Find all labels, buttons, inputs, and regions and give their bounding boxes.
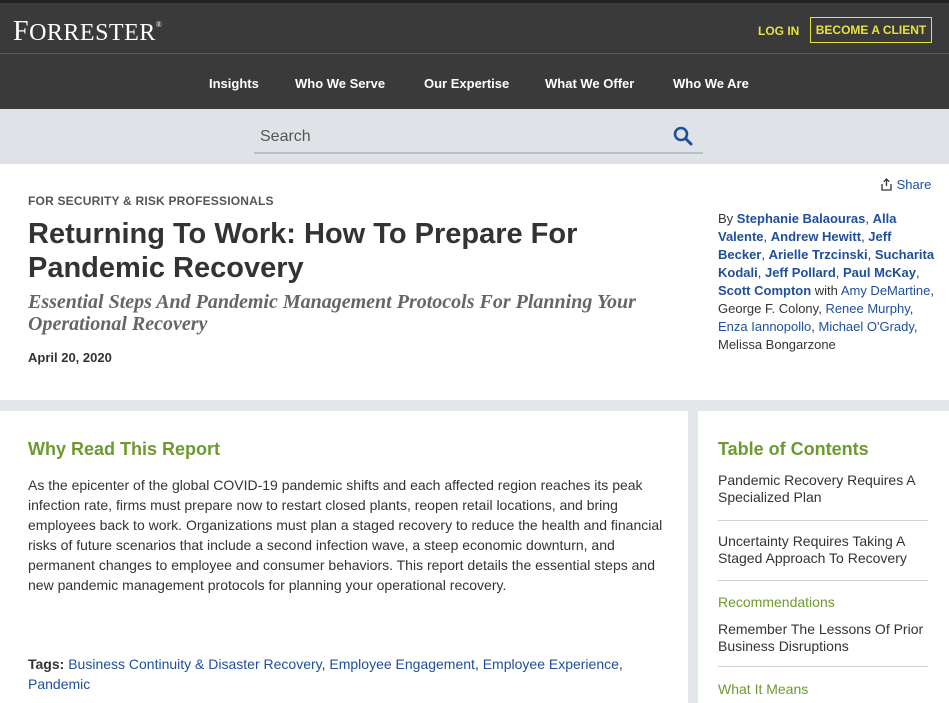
toc-item[interactable]: Uncertainty Requires Taking A Staged Approach To Recovery (718, 533, 907, 566)
main-nav (0, 53, 949, 109)
share-button[interactable] (880, 177, 931, 192)
toc-section-what-it-means[interactable]: What It Means (718, 681, 809, 697)
become-a-client-button[interactable]: BECOME A CLIENT (810, 17, 932, 43)
search-placeholder: Search (260, 128, 311, 145)
tag-list: Tags: Business Continuity & Disaster Recovery, Employee Engagement, Employee Experience, Pandemic (28, 656, 623, 692)
author-link[interactable]: Andrew Hewitt (770, 229, 862, 244)
toc-item[interactable]: Remember The Lessons Of Prior Business Disruptions (718, 621, 924, 654)
contributor-link[interactable]: Michael O'Grady (818, 319, 914, 334)
author-link[interactable]: Scott Compton (718, 283, 812, 298)
author-link[interactable]: Paul McKay (843, 265, 916, 280)
tag-link[interactable]: Pandemic (28, 676, 91, 692)
why-read-heading: Why Read This Report (28, 439, 221, 459)
login-link[interactable]: LOG IN (758, 24, 800, 38)
author-list: By Stephanie Balaouras, Alla Valente, Andrew Hewitt, Jeff Becker, Arielle Trzcinski, Sucharita Kodali, Jeff Pollard, Paul McKay, Scott Compton with Amy DeMartine, George F. Colony, Renee Murphy, Enza Iannopollo, Michael O'Grady, Melissa Bongarzone (718, 211, 935, 352)
contributor-name: George F. Colony (718, 301, 819, 316)
author-link[interactable]: Stephanie Balaouras (736, 211, 866, 226)
forrester-logo[interactable]: FORRESTER® (13, 16, 163, 47)
toc-divider (718, 520, 928, 521)
author-link[interactable]: Alla Valente (718, 211, 897, 244)
tags-label: Tags: (28, 656, 65, 672)
nav-item-what-we-offer[interactable]: What We Offer (545, 76, 635, 91)
toc-item[interactable]: Pandemic Recovery Requires A Specialized Plan (718, 472, 915, 505)
contributor-link[interactable]: Renee Murphy (825, 301, 910, 316)
contributor-name: Melissa Bongarzone (718, 337, 836, 352)
report-subtitle: Essential Steps And Pandemic Management Protocols For Planning Your Operational Recovery (28, 291, 636, 335)
author-link[interactable]: Jeff Pollard (764, 265, 836, 280)
toc-divider (718, 666, 928, 667)
contributor-link[interactable]: Enza Iannopollo (718, 319, 812, 334)
search-icon[interactable] (672, 125, 694, 147)
share-icon (880, 178, 893, 191)
toc-divider (718, 580, 928, 581)
report-date: April 20, 2020 (28, 350, 112, 365)
nav-item-who-we-are[interactable]: Who We Are (673, 76, 749, 91)
nav-item-who-we-serve[interactable]: Who We Serve (295, 76, 386, 91)
top-bar (0, 0, 949, 53)
report-title: Returning To Work: How To Prepare For Pandemic Recovery (28, 218, 578, 284)
nav-item-insights[interactable]: Insights (209, 76, 259, 91)
tag-link[interactable]: Employee Experience (482, 656, 619, 672)
author-link[interactable]: Arielle Trzcinski (768, 247, 868, 262)
share-label: Share (896, 177, 932, 192)
tag-link[interactable]: Employee Engagement (329, 656, 475, 672)
author-link[interactable]: Jeff Becker (718, 229, 892, 262)
toc-heading: Table of Contents (718, 439, 869, 459)
report-kicker: FOR SECURITY & RISK PROFESSIONALS (28, 194, 274, 208)
tag-link[interactable]: Business Continuity & Disaster Recovery (68, 656, 322, 672)
search-input[interactable] (254, 119, 703, 154)
author-link[interactable]: Sucharita Kodali (718, 247, 935, 280)
why-read-body: As the epicenter of the global COVID-19 pandemic shifts and each affected region reaches its peak infection rate, firms must prepare now to restart closed plants, reopen retail locations, and bring employees back to work. Organizations must plan a staged recovery to reduce the health and financial risks of future scenarios that include a second infection wave, a steep economic downturn, and permanent changes to employee and consumer behaviors. This report details the essential steps and new pandemic management protocols for planning your operational recovery. (28, 477, 663, 593)
toc-section-recommendations[interactable]: Recommendations (718, 594, 835, 610)
nav-item-our-expertise[interactable]: Our Expertise (424, 76, 510, 91)
contributor-link[interactable]: Amy DeMartine (840, 283, 931, 298)
